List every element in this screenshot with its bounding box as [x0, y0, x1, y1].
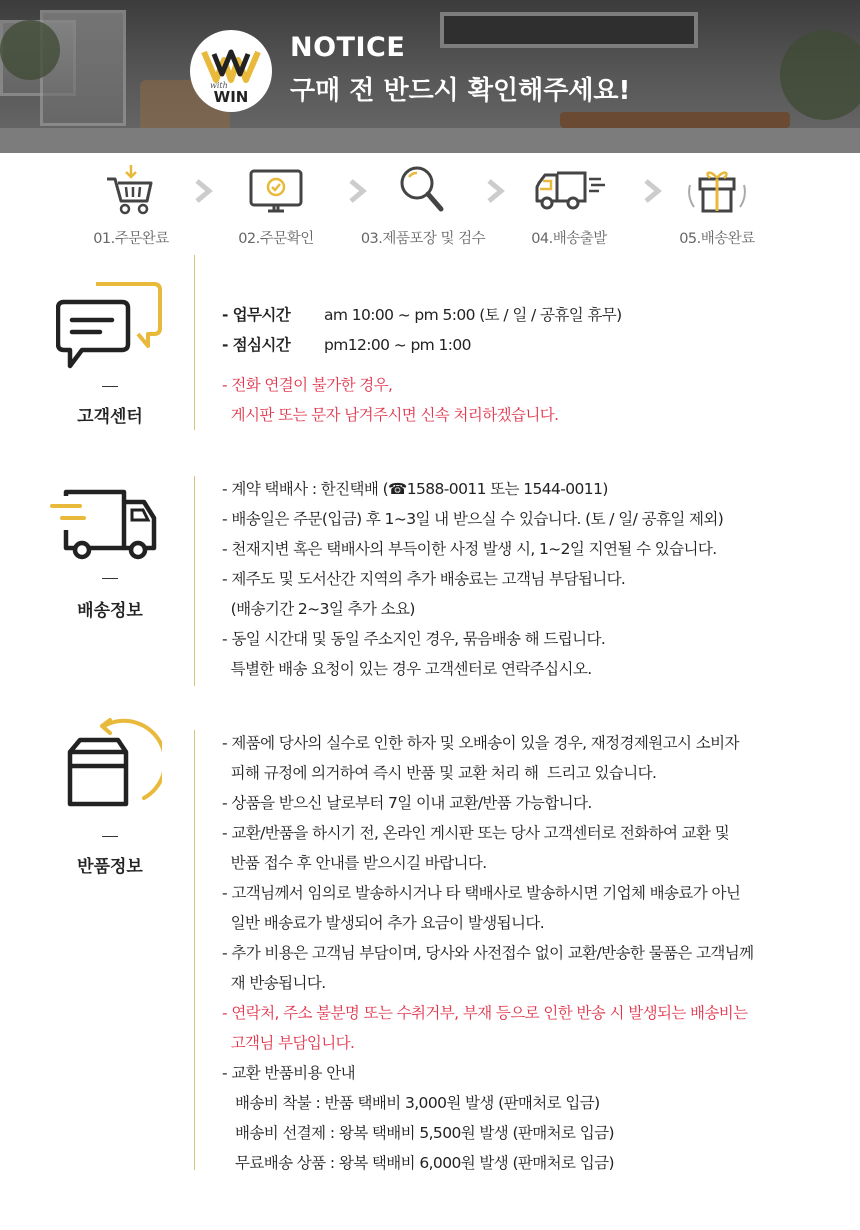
section-divider [194, 730, 195, 1170]
returns-line: 반품 접수 후 안내를 받으시길 바랍니다. [222, 854, 487, 872]
customer-center-notice-line: 게시판 또는 문자 남겨주시면 신속 처리하겠습니다. [222, 406, 559, 424]
business-hours-value: am 10:00 ~ pm 5:00 (토 / 일 / 공휴일 휴무) [324, 306, 622, 324]
step-label: 02.주문확인 [238, 231, 314, 247]
svg-text:WIN: WIN [213, 88, 249, 106]
section-divider [194, 476, 195, 686]
shipping-line: - 배송일은 주문(입금) 후 1~3일 내 받으실 수 있습니다. (토 / 일/ 공휴일 제외) [222, 510, 724, 528]
notice-subtitle: 구매 전 반드시 확인해주세요! [290, 76, 631, 106]
step-order-complete [56, 153, 206, 248]
shipping-info [222, 474, 723, 684]
background-table [560, 112, 790, 128]
lunch-hours-value: pm12:00 ~ pm 1:00 [324, 336, 471, 354]
step-delivery-complete [642, 153, 792, 248]
return-fee-line: 배송비 선결제 : 왕복 택배비 5,500원 발생 (판매처로 입금) [222, 1124, 614, 1142]
title-dash [102, 386, 118, 387]
return-fee-line: - 교환 반품비용 안내 [222, 1064, 355, 1082]
returns-line: - 교환/반품을 하시기 전, 온라인 게시판 또는 당사 고객센터로 전화하여 교환 및 [222, 824, 730, 842]
customer-center-notice-line: - 전화 연결이 불가한 경우, [222, 376, 393, 394]
shipping-line: - 계약 택배사 : 한진택배 (☎1588-0011 또는 1544-0011) [222, 480, 608, 498]
returns-info [222, 728, 754, 1178]
returns-line: - 상품을 받으신 날로부터 7일 이내 교환/반품 가능합니다. [222, 794, 592, 812]
step-label: 03.제품포장 및 검수 [360, 231, 486, 247]
shipping-line: - 천재지변 혹은 택배사의 부득이한 사정 발생 시, 1~2일 지연될 수 있습니다. [222, 540, 717, 558]
order-steps [0, 153, 860, 253]
returns-line: 재 반송됩니다. [222, 974, 326, 992]
return-fee-line: 무료배송 상품 : 왕복 택배비 6,000원 발생 (판매처로 입금) [222, 1154, 614, 1172]
shipping-line: - 동일 시간대 및 동일 주소지인 경우, 묶음배송 해 드립니다. [222, 630, 606, 648]
shopping-cart-icon [101, 163, 161, 219]
step-label: 01.주문완료 [93, 231, 169, 247]
shipping-line: (배송기간 2~3일 추가 소요) [222, 600, 415, 618]
business-hours-label: - 업무시간 [222, 306, 291, 324]
title-dash [102, 578, 118, 579]
step-label: 05.배송완료 [679, 231, 755, 247]
step-shipping-start [494, 153, 644, 248]
title-dash [102, 836, 118, 837]
background-plant [0, 20, 60, 80]
notice-title: NOTICE [290, 32, 406, 63]
section-title-returns: 반품정보 [77, 857, 143, 877]
section-title-shipping: 배송정보 [77, 601, 143, 621]
truck-icon [48, 488, 158, 560]
returns-line: - 추가 비용은 고객님 부담이며, 당사와 사전접수 없이 교환/반송한 물품은 고객님께 [222, 944, 754, 962]
brand-logo [190, 30, 272, 112]
step-label: 04.배송출발 [531, 231, 607, 247]
return-fee-line: 배송비 착불 : 반품 택배비 3,000원 발생 (판매처로 입금) [222, 1094, 600, 1112]
gift-box-icon [682, 163, 752, 219]
returns-line: - 제품에 당사의 실수로 인한 하자 및 오배송이 있을 경우, 재정경제원고시 소비자 [222, 734, 739, 752]
return-box-icon [66, 718, 162, 818]
delivery-truck-icon [529, 163, 609, 219]
background-artwork [440, 12, 698, 48]
returns-line: - 고객님께서 임의로 발송하시거나 타 택배사로 발송하시면 기업체 배송료가 아닌 [222, 884, 741, 902]
header-banner [0, 0, 860, 153]
shipping-line: 특별한 배송 요청이 있는 경우 고객센터로 연락주십시오. [222, 660, 592, 678]
shipping-line: - 제주도 및 도서산간 지역의 추가 배송료는 고객님 부담됩니다. [222, 570, 626, 588]
magnifier-icon [393, 163, 453, 219]
monitor-check-icon [246, 163, 306, 219]
chat-bubbles-icon [56, 282, 164, 372]
svg-text:with: with [210, 81, 228, 90]
section-divider [194, 255, 195, 430]
returns-line: 일반 배송료가 발생되어 추가 요금이 발생됩니다. [222, 914, 545, 932]
returns-warning-line: 고객님 부담입니다. [222, 1034, 355, 1052]
step-packing-inspection [348, 153, 498, 248]
background-plant [780, 30, 860, 120]
lunch-hours-label: - 점심시간 [222, 336, 291, 354]
customer-center-info [222, 300, 622, 430]
section-title-customer-center: 고객센터 [77, 407, 143, 427]
lunch-hours-row [222, 330, 622, 360]
step-order-confirm [201, 153, 351, 248]
background-floor [0, 128, 860, 153]
returns-warning-line: - 연락처, 주소 불분명 또는 수취거부, 부재 등으로 인한 반송 시 발생되는 배송비는 [222, 1004, 748, 1022]
returns-line: 피해 규정에 의거하여 즉시 반품 및 교환 처리 해 드리고 있습니다. [222, 764, 657, 782]
business-hours-row [222, 300, 622, 330]
